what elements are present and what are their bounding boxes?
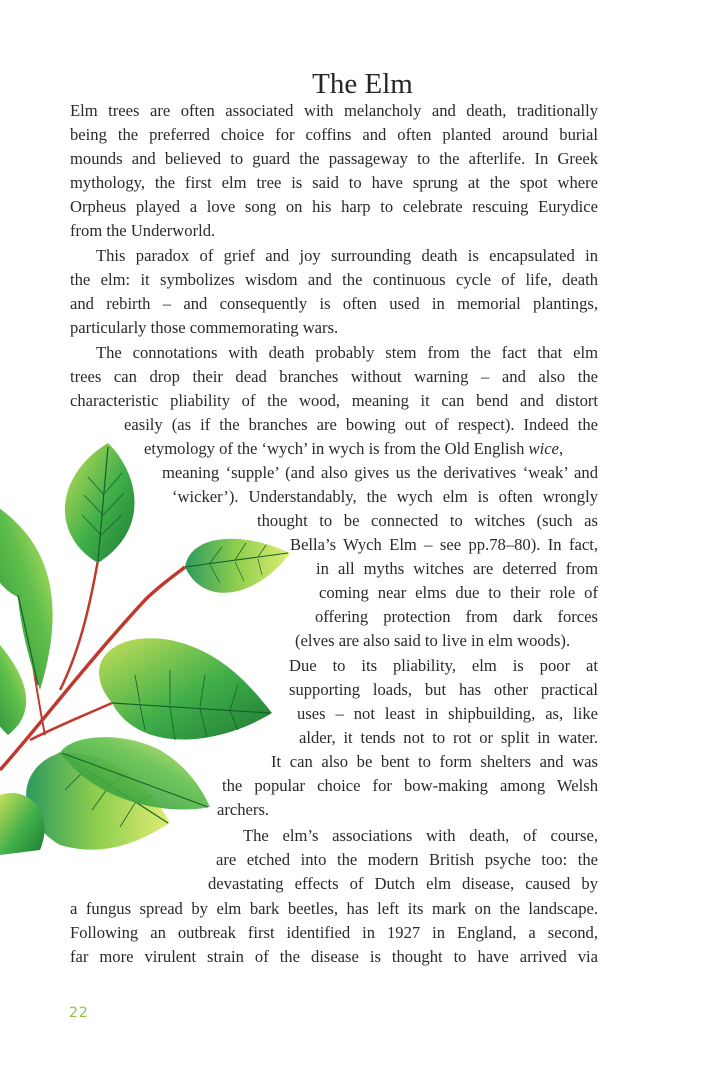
- text-line: coming near elms due to their role of: [319, 583, 598, 602]
- text-line: easily (as if the branches are bowing out of respect). Indeed the: [124, 415, 598, 434]
- text-line: mythology, the first elm tree is said to have sprung at the spot where: [70, 173, 598, 192]
- text-line: trees can drop their dead branches without warning – and also the: [70, 367, 598, 386]
- text-line: the elm: it symbolizes wisdom and the continuous cycle of life, death: [70, 270, 598, 289]
- text-line: Bella’s Wych Elm – see pp.78–80). In fact,: [290, 535, 598, 554]
- text-line: alder, it tends not to rot or split in water.: [299, 728, 598, 747]
- text-line: being the preferred choice for coffins and often planted around burial: [70, 125, 598, 144]
- page-number: 22: [69, 1005, 89, 1021]
- text-line: particularly those commemorating wars.: [70, 318, 339, 337]
- text-line: The elm’s associations with death, of course,: [243, 826, 598, 845]
- text-line: It can also be bent to form shelters and was: [271, 752, 598, 771]
- text-line: (elves are also said to live in elm woods).: [295, 631, 571, 650]
- text-line: meaning ‘supple’ (and also gives us the derivatives ‘weak’ and: [162, 463, 598, 482]
- text-line: Following an outbreak first identified in 1927 in England, a second,: [70, 923, 598, 942]
- text-line: far more virulent strain of the disease is thought to have arrived via: [70, 947, 598, 966]
- elm-leaves-icon: [0, 435, 300, 855]
- text-line: the popular choice for bow-making among Welsh: [222, 776, 598, 795]
- text-line: mounds and believed to guard the passageway to the afterlife. In Greek: [70, 149, 598, 168]
- text-line: archers.: [217, 800, 270, 819]
- text-line: uses – not least in shipbuilding, as, like: [297, 704, 598, 723]
- text-line: supporting loads, but has other practical: [289, 680, 598, 699]
- text-line: are etched into the modern British psyche too: the: [216, 850, 598, 869]
- text-segment: ,: [558, 439, 564, 458]
- text-line: from the Underworld.: [70, 221, 216, 240]
- text-line: Due to its pliability, elm is poor at: [289, 656, 598, 675]
- italic-word: wice: [528, 439, 559, 458]
- text-line: thought to be connected to witches (such as: [257, 511, 598, 530]
- text-line: Orpheus played a love song on his harp to celebrate rescuing Eurydice: [70, 197, 598, 216]
- text-line: characteristic pliability of the wood, meaning it can bend and distort: [70, 391, 598, 410]
- text-line: offering protection from dark forces: [315, 607, 598, 626]
- text-segment: etymology of the ‘wych’ in wych is from the Old English: [144, 439, 529, 458]
- text-line: a fungus spread by elm bark beetles, has left its mark on the landscape.: [70, 899, 598, 918]
- text-line: and rebirth – and consequently is often used in memorial plantings,: [70, 294, 598, 313]
- text-line: This paradox of grief and joy surrounding death is encapsulated in: [96, 246, 598, 265]
- page-title: The Elm: [312, 68, 413, 100]
- text-line: Elm trees are often associated with melancholy and death, traditionally: [70, 101, 598, 120]
- text-line: ‘wicker’). Understandably, the wych elm is often wrongly: [172, 487, 598, 506]
- text-line: The connotations with death probably stem from the fact that elm: [96, 343, 598, 362]
- text-line: devastating effects of Dutch elm disease, caused by: [208, 874, 598, 893]
- text-line: in all myths witches are deterred from: [316, 559, 598, 578]
